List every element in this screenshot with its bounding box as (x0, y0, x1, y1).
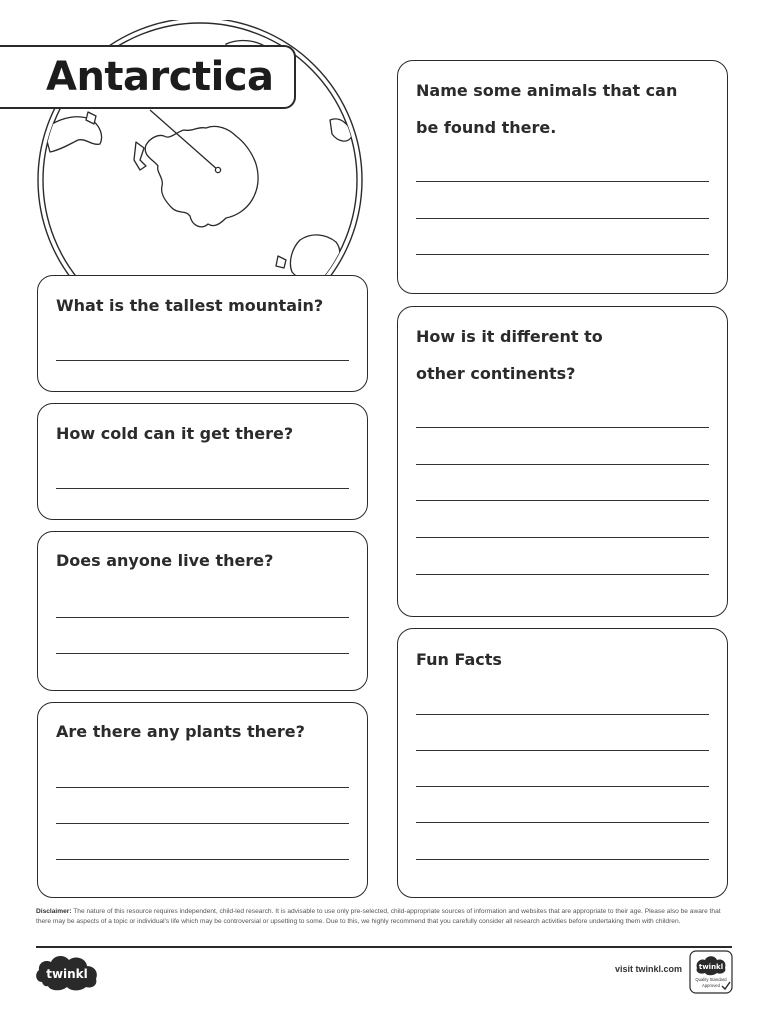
answer-line[interactable] (56, 787, 349, 788)
live-box (37, 531, 368, 691)
disclaimer-text: The nature of this resource requires independent, child-led research. It is advisable to use only pre-selected, child-appropriate sources of information and websites that are appropriate to their age. Please also be aware that there may be aspects of a topic or individual's life which may be controversial or upsetting to some. Due to this, we highly recommend that you carefully consider all research activities before undertaking them with children. (36, 908, 721, 925)
answer-line[interactable] (416, 714, 709, 715)
answer-line[interactable] (416, 427, 709, 428)
badge-line2: Approved (702, 983, 720, 988)
page-title: Antarctica (46, 54, 274, 100)
answer-line[interactable] (416, 464, 709, 465)
different-question-line1: How is it different to (416, 327, 603, 346)
answer-line[interactable] (416, 750, 709, 751)
live-question: Does anyone live there? (56, 551, 274, 570)
animals-question-line2: be found there. (416, 118, 557, 137)
answer-line[interactable] (56, 617, 349, 618)
plants-question: Are there any plants there? (56, 722, 305, 741)
badge-brand: twinkl (698, 963, 724, 971)
plants-box (37, 702, 368, 898)
logo-text: twinkl (46, 967, 88, 981)
cold-question: How cold can it get there? (56, 424, 294, 443)
answer-line[interactable] (416, 822, 709, 823)
mountain-box (37, 275, 368, 392)
answer-line[interactable] (56, 823, 349, 824)
answer-line[interactable] (416, 859, 709, 860)
answer-line[interactable] (416, 786, 709, 787)
cold-box (37, 403, 368, 520)
answer-line[interactable] (56, 859, 349, 860)
animals-question-line1: Name some animals that can (416, 81, 678, 100)
answer-line[interactable] (416, 500, 709, 501)
fun-facts-heading: Fun Facts (416, 650, 502, 669)
quality-badge (689, 950, 733, 994)
different-box (397, 306, 728, 617)
animals-box (397, 60, 728, 294)
answer-line[interactable] (416, 218, 709, 219)
answer-line[interactable] (416, 537, 709, 538)
disclaimer (36, 907, 726, 927)
answer-line[interactable] (416, 574, 709, 575)
badge-line1: Quality Standard (695, 977, 727, 982)
fun-facts-box (397, 628, 728, 898)
disclaimer-label: Disclaimer: (36, 908, 72, 915)
answer-line[interactable] (416, 254, 709, 255)
answer-line[interactable] (416, 181, 709, 182)
answer-line[interactable] (56, 653, 349, 654)
twinkl-logo[interactable] (34, 952, 100, 992)
different-question-line2: other continents? (416, 364, 576, 383)
answer-line[interactable] (56, 360, 349, 361)
visit-link[interactable]: visit twinkl.com (614, 964, 682, 974)
footer-divider (36, 946, 732, 948)
answer-line[interactable] (56, 488, 349, 489)
mountain-question: What is the tallest mountain? (56, 296, 324, 315)
